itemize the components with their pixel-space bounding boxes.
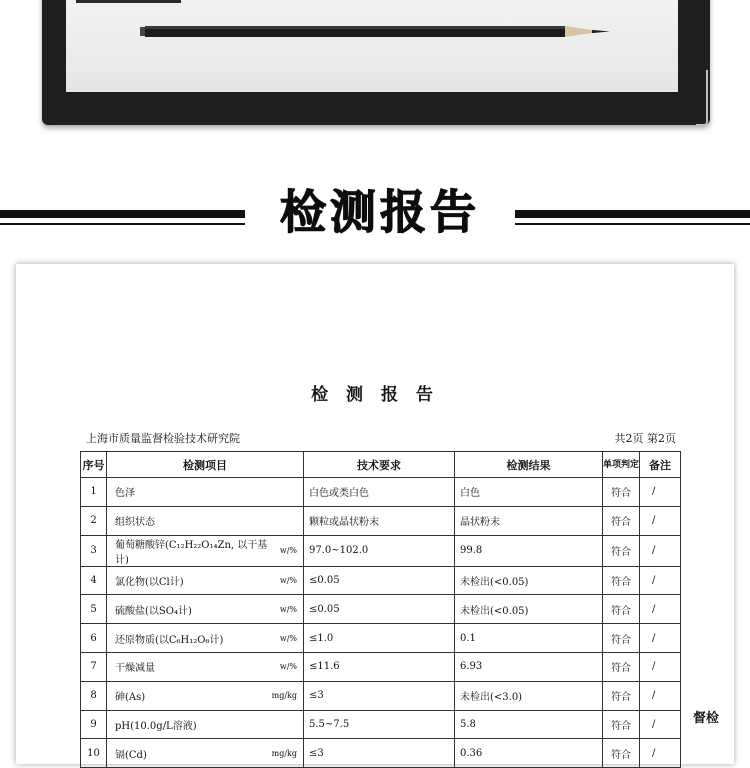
row-requirement: ≤0.05 xyxy=(304,566,455,595)
row-number: 6 xyxy=(81,624,107,653)
issuing-organization: 上海市质量监督检验技术研究院 xyxy=(86,432,240,445)
header-no: 序号 xyxy=(81,452,107,478)
heading-rule-right xyxy=(515,210,750,218)
row-result: 0.1 xyxy=(455,624,603,653)
row-item-cell xyxy=(107,739,304,768)
row-number: 7 xyxy=(81,652,107,681)
pencil-icon xyxy=(140,24,610,39)
row-judgement: 符合 xyxy=(603,652,640,681)
row-remark: / xyxy=(640,595,681,624)
row-result: 6.93 xyxy=(455,652,603,681)
table-row xyxy=(81,710,681,739)
row-number: 3 xyxy=(81,535,107,566)
row-requirement: ≤11.6 xyxy=(304,652,455,681)
row-number: 1 xyxy=(81,478,107,507)
row-requirement: ≤3 xyxy=(304,681,455,710)
row-requirement: ≤0.05 xyxy=(304,595,455,624)
row-result: 未检出(<0.05) xyxy=(455,566,603,595)
row-requirement: ≤3 xyxy=(304,739,455,768)
row-number: 10 xyxy=(81,739,107,768)
row-result: 5.8 xyxy=(455,710,603,739)
row-requirement: 97.0~102.0 xyxy=(304,535,455,566)
row-judgement: 符合 xyxy=(603,624,640,653)
row-unit: w/% xyxy=(279,633,297,643)
row-item: 组织状态 xyxy=(115,517,155,529)
results-table xyxy=(80,451,681,768)
table-row xyxy=(81,535,681,566)
table-row xyxy=(81,566,681,595)
page-info: 共2页 第2页 xyxy=(614,432,676,445)
row-item-cell xyxy=(107,681,304,710)
row-unit: mg/kg xyxy=(271,691,297,701)
report-paper xyxy=(16,264,734,764)
sheet-mark xyxy=(76,0,181,3)
row-item: pH(10.0g/L溶液) xyxy=(115,720,197,732)
row-judgement: 符合 xyxy=(603,739,640,768)
row-requirement: ≤1.0 xyxy=(304,624,455,653)
row-item-cell xyxy=(107,566,304,595)
row-remark: / xyxy=(640,681,681,710)
row-requirement: 颗粒或晶状粉末 xyxy=(304,506,455,535)
row-unit: w/% xyxy=(279,575,297,585)
heading-rule-left xyxy=(0,210,245,218)
row-judgement: 符合 xyxy=(603,710,640,739)
row-item-cell xyxy=(107,506,304,535)
row-item: 硫酸盐(以SO₄计) xyxy=(115,605,192,617)
row-number: 8 xyxy=(81,681,107,710)
row-item: 葡萄糖酸锌(C₁₂H₂₂O₁₄Zn, 以干基计) xyxy=(115,539,268,566)
row-number: 9 xyxy=(81,710,107,739)
row-remark: / xyxy=(640,506,681,535)
row-remark: / xyxy=(640,652,681,681)
row-remark: / xyxy=(640,710,681,739)
table-header-row xyxy=(81,452,681,478)
row-item-cell xyxy=(107,652,304,681)
table-row xyxy=(81,681,681,710)
row-judgement: 符合 xyxy=(603,681,640,710)
row-judgement: 符合 xyxy=(603,506,640,535)
row-judgement: 符合 xyxy=(603,595,640,624)
row-unit: w/% xyxy=(279,546,297,556)
row-result: 未检出(<0.05) xyxy=(455,595,603,624)
table-row xyxy=(81,595,681,624)
heading-rule-left-thin xyxy=(0,223,245,225)
header-requirement: 技术要求 xyxy=(304,452,455,478)
row-unit: w/% xyxy=(279,662,297,672)
row-remark: / xyxy=(640,535,681,566)
table-row xyxy=(81,624,681,653)
header-item: 检测项目 xyxy=(107,452,304,478)
row-result: 晶状粉末 xyxy=(455,506,603,535)
row-item: 镉(Cd) xyxy=(115,749,147,761)
row-unit: mg/kg xyxy=(271,748,297,758)
row-remark: / xyxy=(640,478,681,507)
header-remark: 备注 xyxy=(640,452,681,478)
row-judgement: 符合 xyxy=(603,566,640,595)
table-row xyxy=(81,506,681,535)
row-number: 2 xyxy=(81,506,107,535)
row-requirement: 5.5~7.5 xyxy=(304,710,455,739)
row-requirement: 白色或类白色 xyxy=(304,478,455,507)
table-row xyxy=(81,478,681,507)
section-heading: 检测报告 xyxy=(280,185,480,239)
clipboard-sheet xyxy=(66,0,678,92)
row-item: 干燥减量 xyxy=(115,663,155,675)
row-remark: / xyxy=(640,566,681,595)
row-item-cell xyxy=(107,535,304,566)
row-remark: / xyxy=(640,624,681,653)
header-result: 检测结果 xyxy=(455,452,603,478)
header-judgement: 单项判定 xyxy=(603,452,640,478)
row-judgement: 符合 xyxy=(603,535,640,566)
row-item-cell xyxy=(107,710,304,739)
row-result: 0.36 xyxy=(455,739,603,768)
row-unit: w/% xyxy=(279,604,297,614)
heading-rule-right-thin xyxy=(515,223,750,225)
row-remark: / xyxy=(640,739,681,768)
row-result: 未检出(<3.0) xyxy=(455,681,603,710)
row-number: 4 xyxy=(81,566,107,595)
clipboard-photo xyxy=(0,0,750,135)
row-number: 5 xyxy=(81,595,107,624)
row-item-cell xyxy=(107,624,304,653)
row-result: 白色 xyxy=(455,478,603,507)
row-item: 还原物质(以C₆H₁₂O₆计) xyxy=(115,634,224,646)
row-item: 色泽 xyxy=(115,488,135,500)
row-item-cell xyxy=(107,595,304,624)
inspection-stamp: 督检 xyxy=(692,711,719,726)
row-item: 氯化物(以Cl计) xyxy=(115,576,184,588)
table-row xyxy=(81,739,681,768)
row-item: 砷(As) xyxy=(115,692,146,704)
row-item-cell xyxy=(107,478,304,507)
row-result: 99.8 xyxy=(455,535,603,566)
clipboard-wire xyxy=(696,70,708,126)
table-row xyxy=(81,652,681,681)
row-judgement: 符合 xyxy=(603,478,640,507)
report-title: 检 测 报 告 xyxy=(311,385,439,405)
